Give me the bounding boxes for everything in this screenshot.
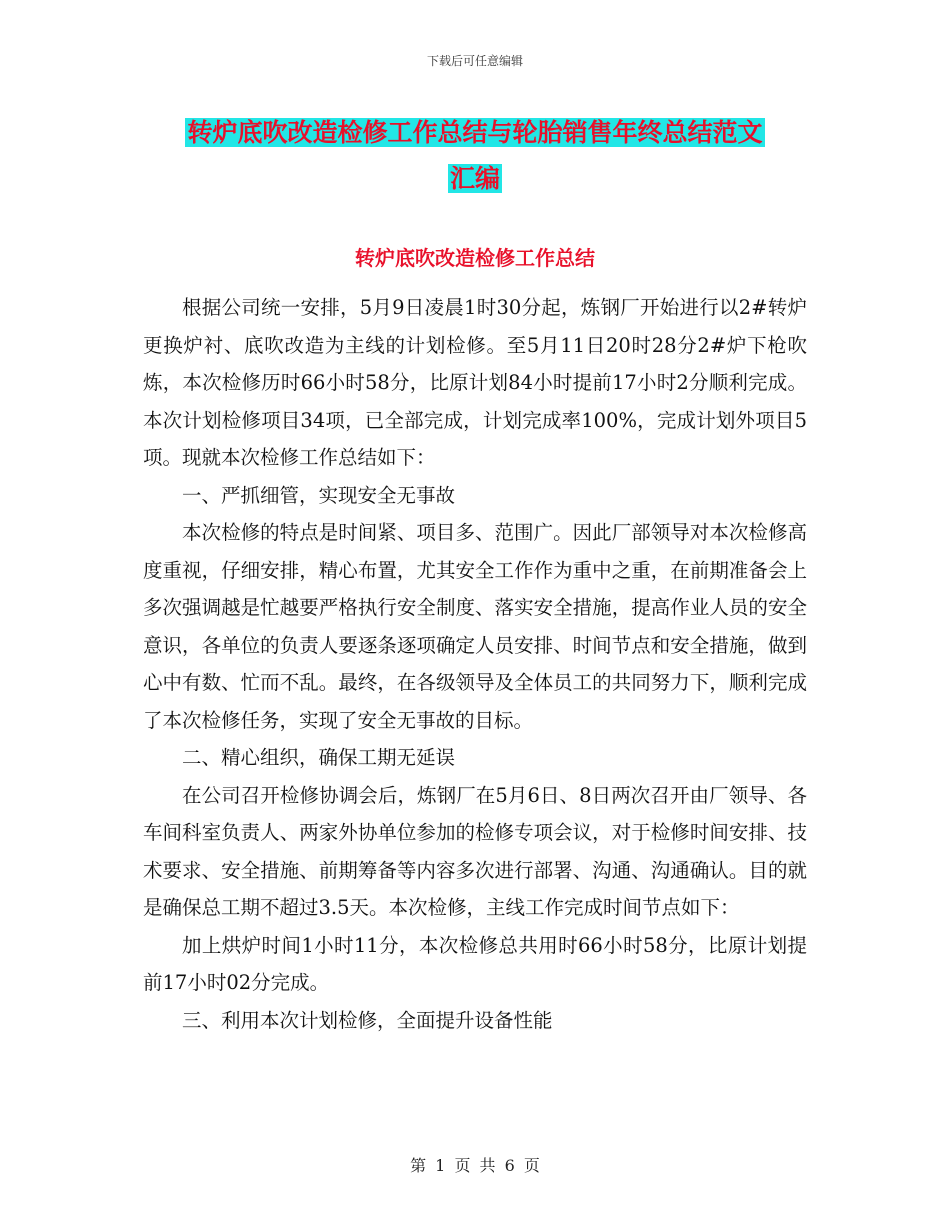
document-title bbox=[140, 110, 810, 202]
title-line-1: 转炉底吹改造检修工作总结与轮胎销售年终总结范文 bbox=[187, 118, 763, 147]
title-line-2: 汇编 bbox=[449, 164, 500, 193]
page-footer: 第 1 页 共 6 页 bbox=[410, 1156, 540, 1175]
page-header: 下载后可任意编辑 bbox=[426, 54, 523, 68]
section-title: 转炉底吹改造检修工作总结 bbox=[355, 246, 595, 270]
heading-equipment: 三、利用本次计划检修，全面提升设备性能 bbox=[182, 1008, 553, 1032]
paragraph: 加上烘炉时间1小时11分，本次检修总共用时66小时58分，比原计划提前17小时02分完成。 bbox=[143, 933, 807, 994]
heading-schedule: 二、精心组织，确保工期无延误 bbox=[182, 746, 456, 769]
paragraph: 在公司召开检修协调会后，炼钢厂在5月6日、8日两次召开由厂领导、各车间科室负责人、两家外协单位参加的检修专项会议，对于检修时间安排、技术要求、安全措施、前期筹备等内容多次进行部署、沟通、沟通确认。目的就是确保总工期不超过3.5天。本次检修，主线工作完成时间节点如下： bbox=[143, 783, 807, 919]
document-body bbox=[143, 289, 807, 1039]
paragraph: 根据公司统一安排，5月9日凌晨1时30分起，炼钢厂开始进行以2#转炉更换炉衬、底吹改造为主线的计划检修。至5月11日20时28分2#炉下枪吹炼，本次检修历时66小时58分，比原计划84小时提前17小时2分顺利完成。本次计划检修项目34项，已全部完成，计划完成率100%，完成计划外项目5项。现就本次检修工作总结如下： bbox=[143, 296, 807, 469]
paragraph: 本次检修的特点是时间紧、项目多、范围广。因此厂部领导对本次检修高度重视，仔细安排，精心布置，尤其安全工作作为重中之重，在前期准备会上多次强调越是忙越要严格执行安全制度、落实安全措施，提高作业人员的安全意识，各单位的负责人要逐条逐项确定人员安排、时间节点和安全措施，做到心中有数、忙而不乱。最终，在各级领导及全体员工的共同努力下，顺利完成了本次检修任务，实现了安全无事故的目标。 bbox=[143, 521, 807, 732]
heading-safety: 一、严抓细管，实现安全无事故 bbox=[182, 483, 456, 507]
